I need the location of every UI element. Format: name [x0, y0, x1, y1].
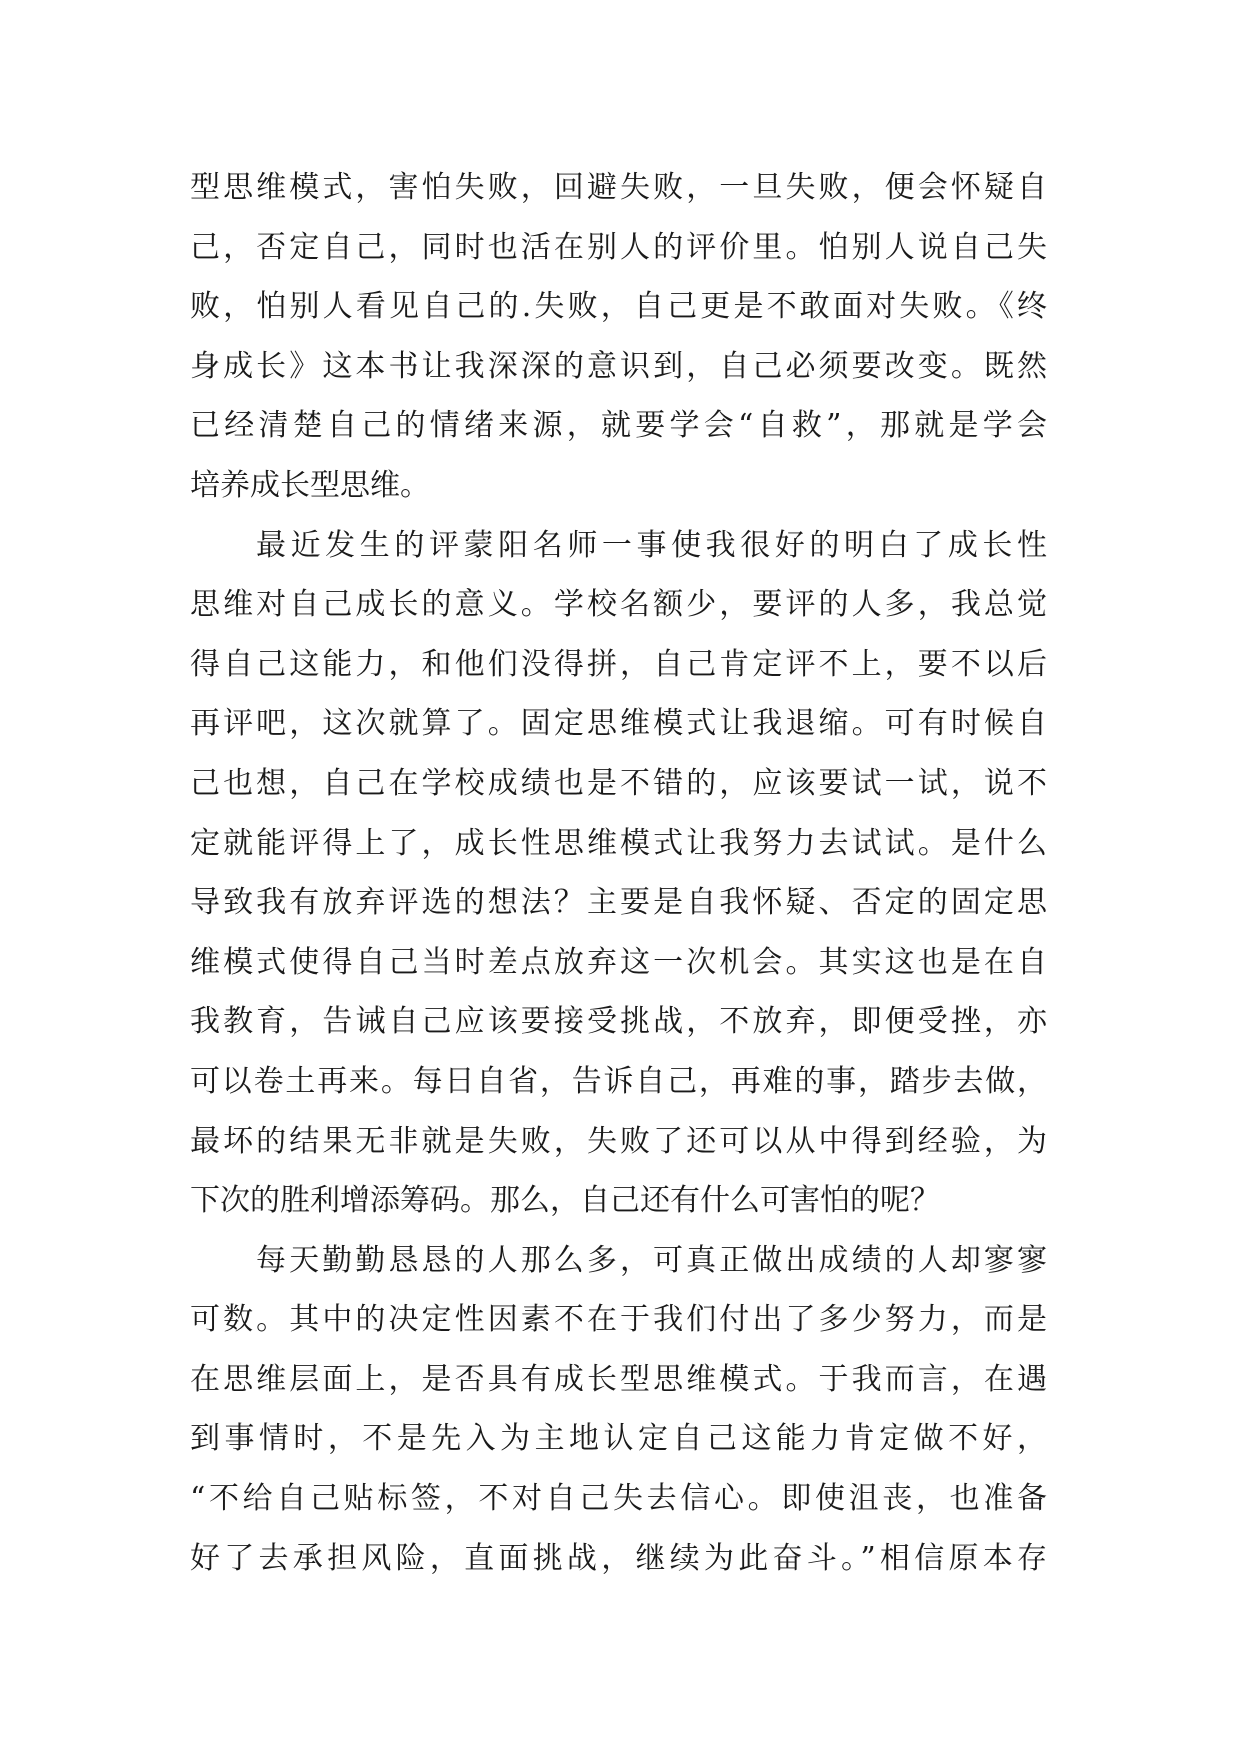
text-line: 己也想，自己在学校成绩也是不错的，应该要试一试，说不 [190, 765, 1047, 801]
text-line: 培养成长型思维。 [190, 467, 430, 503]
text-line: 可以卷土再来。每日自省，告诉自己，再难的事，踏步去做， [190, 1063, 1047, 1099]
text-line: 到事情时，不是先入为主地认定自己这能力肯定做不好， [190, 1421, 1047, 1457]
paragraph-3 [190, 1231, 1047, 1589]
text-line: 败，怕别人看见自己的.失败，自己更是不敢面对失败。《终 [190, 289, 1047, 325]
text-line: 思维对自己成长的意义。学校名额少，要评的人多，我总觉 [190, 587, 1047, 623]
text-line: 好了去承担风险，直面挑战，继续为此奋斗。”相信原本存 [190, 1540, 1047, 1576]
text-line: 可数。其中的决定性因素不在于我们付出了多少努力，而是 [190, 1302, 1047, 1338]
paragraph-1 [190, 158, 1047, 516]
text-line: 最坏的结果无非就是失败，失败了还可以从中得到经验，为 [190, 1123, 1047, 1159]
text-line: 下次的胜利增添筹码。那么，自己还有什么可害怕的呢？ [190, 1183, 940, 1219]
text-line: 最近发生的评蒙阳名师一事使我很好的明白了成长性 [256, 527, 1047, 563]
text-line: 已经清楚自己的情绪来源，就要学会“自救”，那就是学会 [190, 408, 1047, 444]
text-line: 维模式使得自己当时差点放弃这一次机会。其实这也是在自 [190, 944, 1047, 980]
paragraph-2 [190, 516, 1047, 1231]
text-line: 在思维层面上，是否具有成长型思维模式。于我而言，在遇 [190, 1361, 1047, 1397]
text-line: 型思维模式，害怕失败，回避失败，一旦失败，便会怀疑自 [190, 170, 1047, 205]
text-line: 得自己这能力，和他们没得拼，自己肯定评不上，要不以后 [190, 646, 1047, 682]
text-line: 导致我有放弃评选的想法？主要是自我怀疑、否定的固定思 [190, 885, 1047, 921]
text-line: 再评吧，这次就算了。固定思维模式让我退缩。可有时候自 [190, 706, 1047, 742]
text-line: “不给自己贴标签，不对自己失去信心。即使沮丧，也准备 [190, 1481, 1047, 1517]
text-line: 己，否定自己，同时也活在别人的评价里。怕别人说自己失 [190, 229, 1047, 265]
text-line: 每天勤勤恳恳的人那么多，可真正做出成绩的人却寥寥 [256, 1242, 1047, 1278]
text-line: 身成长》这本书让我深深的意识到，自己必须要改变。既然 [190, 348, 1047, 384]
text-line: 定就能评得上了，成长性思维模式让我努力去试试。是什么 [190, 825, 1047, 861]
text-line: 我教育，告诫自己应该要接受挑战，不放弃，即便受挫，亦 [190, 1004, 1047, 1040]
document-body [190, 158, 1047, 1588]
